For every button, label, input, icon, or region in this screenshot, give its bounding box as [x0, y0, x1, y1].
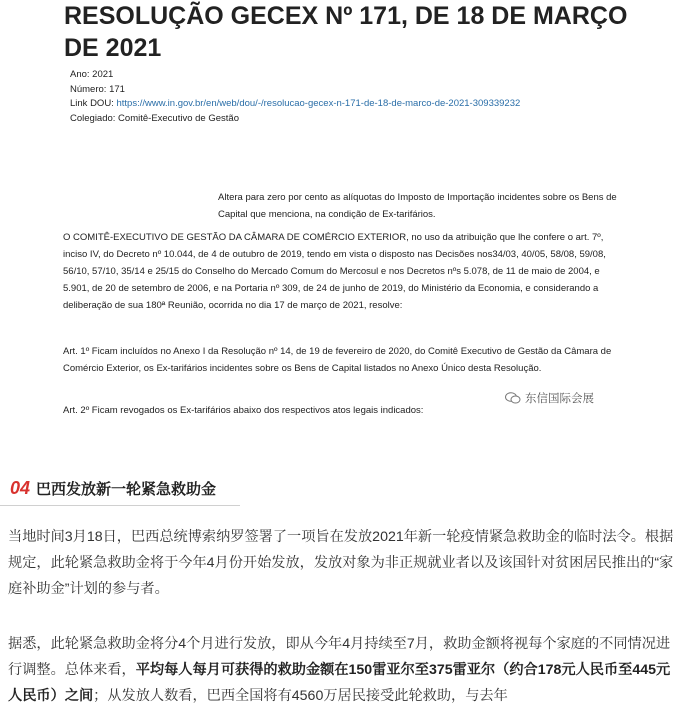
wechat-icon: [505, 392, 521, 404]
section-heading: [10, 478, 216, 499]
section-number: 04: [10, 478, 31, 498]
paragraph-2-highlight: 平均每人每月可获得的救助金额在150雷亚尔至375雷亚尔（约合178元人民币至445元人民币）之间: [8, 662, 671, 704]
paragraph-2-start: 据悉，此轮紧急救助金将分4个月进行发放，即从今年4月持续至7月，救助金额将视每个家庭的不同情况进行调整。总体来看，: [8, 636, 671, 678]
document-title: RESOLUÇÃO GECEX Nº 171, DE 18 DE MARÇO DE 2021: [64, 2, 628, 62]
meta-ano: Ano: 2021: [70, 69, 114, 80]
article-1: Art. 1º Ficam incluídos no Anexo I da Resolução nº 14, de 19 de fevereiro de 2020, do Comitê Executivo de Gestão da Câmara de Comércio Exterior, os Ex-tarifários incidentes sobre os Bens de Capital listados no Anexo Único desta Resolução.: [63, 346, 612, 374]
resolution-preamble: O COMITÊ-EXECUTIVO DE GESTÃO DA CÂMARA DE COMÉRCIO EXTERIOR, no uso da atribuição que lhe confere o art. 7º, inciso IV, do Decreto nº 10.044, de 4 de outubro de 2019, tendo em vista o disposto nas Decisões nos34/03, 40/05, 58/08, 59/08, 56/10, 57/10, 35/14 e 25/15 do Conselho do Mercado Comum do Mercosul e nos Decretos nºs 5.078, de 11 de maio de 2004, e 5.901, de 20 de setembro de 2006, e na Portaria nº 309, de 24 de junho de 2019, do Ministério da Economia, e considerando a deliberação de sua 180ª Reunião, ocorrida no dia 17 de março de 2021, resolve:: [63, 232, 606, 311]
paragraph-1: 当地时间3月18日，巴西总统博索纳罗签署了一项旨在发放2021年新一轮疫情紧急救助金的临时法令。根据规定，此轮紧急救助金将于今年4月份开始发放，发放对象为非正规就业者以及该国针对贫困居民推出的“家庭补助金”计划的参与者。: [8, 529, 674, 597]
paragraph-2: [8, 631, 684, 709]
section-title: 巴西发放新一轮紧急救助金: [36, 481, 217, 498]
document-meta: [70, 68, 520, 126]
dou-link[interactable]: https://www.in.gov.br/en/web/dou/-/resolucao-gecex-n-171-de-18-de-marco-de-2021-309339232: [116, 98, 521, 109]
watermark-text: 东信国际会展: [525, 393, 594, 405]
meta-colegiado: Colegiado: Comitê-Executivo de Gestão: [70, 112, 239, 124]
article-2: Art. 2º Ficam revogados os Ex-tarifários abaixo dos respectivos atos legais indicados:: [63, 405, 424, 416]
watermark: [505, 390, 594, 406]
section-underline: [0, 505, 240, 506]
paragraph-2-end: ；从发放人数看，巴西全国将有4560万居民接受此轮救助，与去年: [93, 688, 508, 704]
meta-link-row: [70, 97, 520, 112]
meta-link-label: Link DOU:: [70, 98, 117, 109]
resolution-summary: Altera para zero por cento as alíquotas do Imposto de Importação incidentes sobre os Bens de Capital que menciona, na condição de Ex-tarifários.: [218, 192, 617, 220]
meta-numero: Número: 171: [70, 83, 125, 95]
